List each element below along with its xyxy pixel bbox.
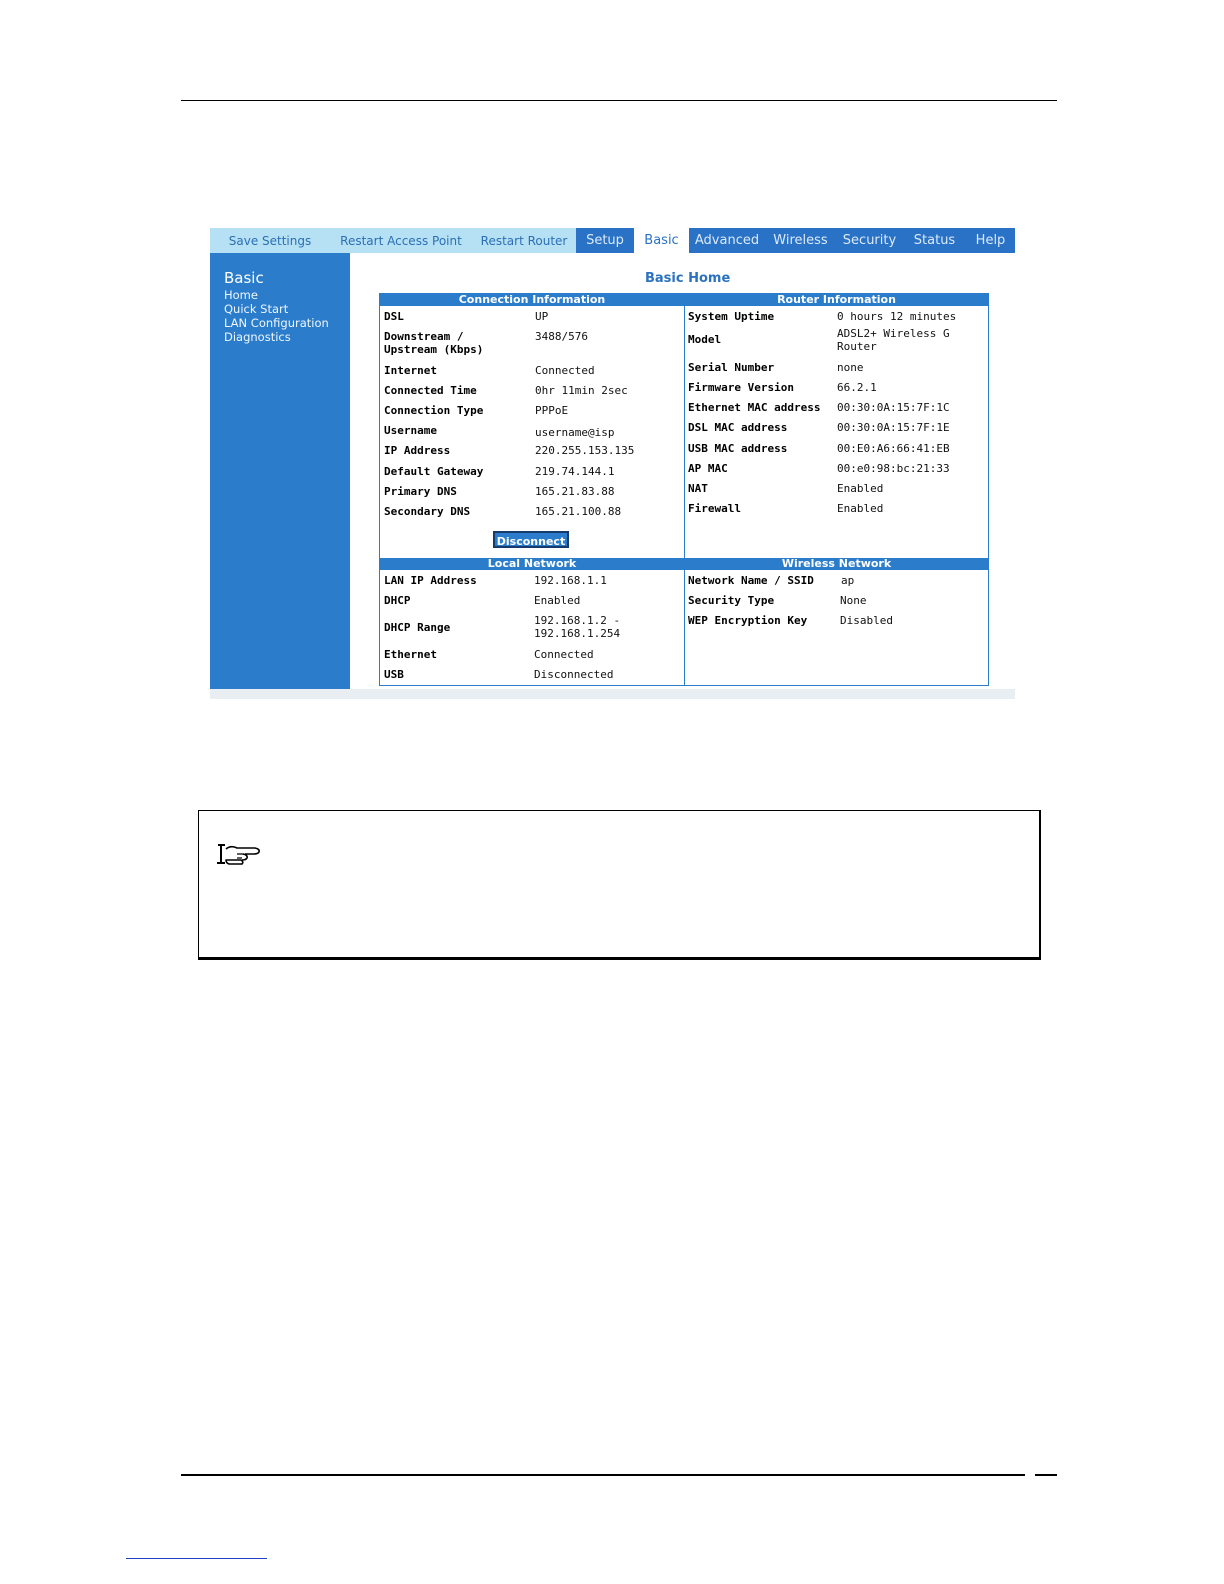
ap-mac-value: 00:e0:98:bc:21:33 xyxy=(837,462,950,475)
dhcp-value: Enabled xyxy=(534,594,581,607)
tab-wireless[interactable]: Wireless xyxy=(765,228,836,253)
dsl-mac-label: DSL MAC address xyxy=(688,421,788,434)
dhcp-range-label: DHCP Range xyxy=(384,621,451,634)
throughput-label-line1: Downstream / xyxy=(384,330,464,343)
throughput-value: 3488/576 xyxy=(535,330,588,343)
ip-address-value: 220.255.153.135 xyxy=(535,444,635,457)
page-header-rule xyxy=(181,100,1057,101)
dsl-label: DSL xyxy=(384,310,404,323)
note-box xyxy=(198,810,1041,960)
sidebar-item-diagnostics[interactable]: Diagnostics xyxy=(224,330,291,344)
username-label: Username xyxy=(384,424,437,437)
default-gateway-value: 219.74.144.1 xyxy=(535,465,615,478)
usb-mac-value: 00:E0:A6:66:41:EB xyxy=(837,442,950,455)
restart-access-point-link[interactable]: Restart Access Point xyxy=(340,233,462,248)
page-footer-rule-short xyxy=(1035,1474,1057,1476)
ethernet-mac-value: 00:30:0A:15:7F:1C xyxy=(837,401,950,414)
primary-dns-value: 165.21.83.88 xyxy=(535,485,615,498)
top-navigation xyxy=(210,228,1015,253)
ethernet-value: Connected xyxy=(534,648,594,661)
connection-info-header: Connection Information xyxy=(380,294,684,306)
sidebar-item-home[interactable]: Home xyxy=(224,288,258,302)
lan-ip-value: 192.168.1.1 xyxy=(534,574,607,587)
save-settings-link[interactable]: Save Settings xyxy=(228,233,312,248)
firewall-label: Firewall xyxy=(688,502,741,515)
throughput-label-line2: Upstream (Kbps) xyxy=(384,343,484,356)
secondary-dns-value: 165.21.100.88 xyxy=(535,505,622,518)
page-title: Basic Home xyxy=(645,271,731,286)
nat-value: Enabled xyxy=(837,482,884,495)
firewall-value: Enabled xyxy=(837,502,884,515)
internet-value: Connected xyxy=(535,364,595,377)
disconnect-button[interactable]: Disconnect xyxy=(493,531,569,548)
local-network-header: Local Network xyxy=(380,558,684,570)
security-type-label: Security Type xyxy=(688,594,775,607)
dsl-mac-value: 00:30:0A:15:7F:1E xyxy=(837,421,950,434)
connected-time-label: Connected Time xyxy=(384,384,477,397)
status-grid xyxy=(379,293,989,686)
wireless-network-header: Wireless Network xyxy=(685,558,988,570)
username-value: username@isp xyxy=(535,426,615,439)
connected-time-value: 0hr 11min 2sec xyxy=(535,384,628,397)
sidebar xyxy=(210,253,350,689)
serial-number-label: Serial Number xyxy=(688,361,775,374)
page-footer-rule xyxy=(181,1474,1025,1476)
dhcp-label: DHCP xyxy=(384,594,411,607)
ssid-value: ap xyxy=(841,574,855,587)
usb-value: Disconnected xyxy=(534,668,614,681)
pointing-hand-icon xyxy=(215,841,263,871)
wep-key-label: WEP Encryption Key xyxy=(688,614,808,627)
wep-key-value: Disabled xyxy=(840,614,893,627)
dhcp-range-value-line1: 192.168.1.2 - xyxy=(534,614,621,627)
nat-label: NAT xyxy=(688,482,708,495)
firmware-version-value: 66.2.1 xyxy=(837,381,877,394)
screenshot-bottom-strip xyxy=(210,689,1015,699)
sidebar-item-quick-start[interactable]: Quick Start xyxy=(224,302,289,316)
model-value-line1: ADSL2+ Wireless G xyxy=(837,327,950,340)
tab-help[interactable]: Help xyxy=(966,228,1015,253)
connection-type-label: Connection Type xyxy=(384,404,484,417)
model-label: Model xyxy=(688,333,722,346)
router-info-header: Router Information xyxy=(685,294,988,306)
internet-label: Internet xyxy=(384,364,437,377)
ap-mac-label: AP MAC xyxy=(688,462,728,475)
tab-status[interactable]: Status xyxy=(903,228,966,253)
firmware-version-label: Firmware Version xyxy=(688,381,794,394)
tab-security[interactable]: Security xyxy=(836,228,903,253)
system-uptime-value: 0 hours 12 minutes xyxy=(837,310,957,323)
sidebar-title: Basic xyxy=(224,269,264,287)
model-value-line2: Router xyxy=(837,340,877,353)
sidebar-item-lan-configuration[interactable]: LAN Configuration xyxy=(224,316,329,330)
lan-ip-label: LAN IP Address xyxy=(384,574,477,587)
system-uptime-label: System Uptime xyxy=(688,310,775,323)
tab-basic[interactable]: Basic xyxy=(634,228,689,253)
tab-advanced[interactable]: Advanced xyxy=(689,228,765,253)
utility-bar xyxy=(210,228,576,253)
dhcp-range-value-line2: 192.168.1.254 xyxy=(534,627,621,640)
ethernet-mac-label: Ethernet MAC address xyxy=(688,401,821,414)
column-divider xyxy=(684,294,685,685)
restart-router-link[interactable]: Restart Router xyxy=(480,233,568,248)
serial-number-value: none xyxy=(837,361,864,374)
default-gateway-label: Default Gateway xyxy=(384,465,484,478)
primary-dns-label: Primary DNS xyxy=(384,485,457,498)
footer-link-underline xyxy=(126,1558,267,1559)
secondary-dns-label: Secondary DNS xyxy=(384,505,471,518)
ssid-label: Network Name / SSID xyxy=(688,574,814,587)
ethernet-label: Ethernet xyxy=(384,648,437,661)
connection-type-value: PPPoE xyxy=(535,404,569,417)
dsl-value: UP xyxy=(535,310,549,323)
router-ui-screenshot xyxy=(210,228,1015,699)
ip-address-label: IP Address xyxy=(384,444,451,457)
usb-label: USB xyxy=(384,668,404,681)
tab-setup[interactable]: Setup xyxy=(576,228,634,253)
security-type-value: None xyxy=(840,594,867,607)
usb-mac-label: USB MAC address xyxy=(688,442,788,455)
